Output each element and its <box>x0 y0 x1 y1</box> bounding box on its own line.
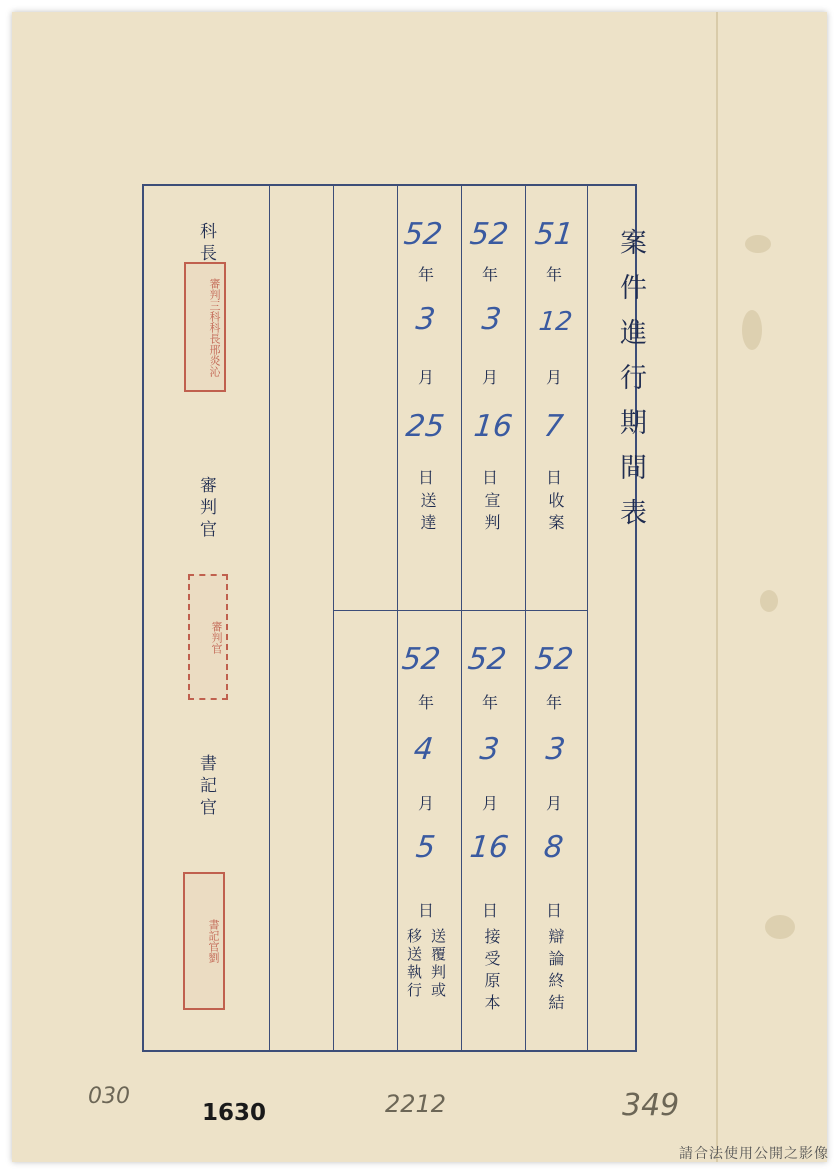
date-day-handwritten: 16 <box>468 830 511 865</box>
date-month-handwritten: 12 <box>537 307 574 337</box>
stain <box>765 915 795 939</box>
column-divider <box>397 186 398 1050</box>
pencil-mark-center: 2212 <box>385 1090 447 1118</box>
year-label: 年 <box>482 265 499 284</box>
paper-fold <box>716 12 718 1162</box>
year-label: 年 <box>418 693 435 712</box>
stamp-number: 1630 <box>202 1100 267 1126</box>
day-label: 日 <box>418 468 435 487</box>
judge-label: 審判官 <box>196 476 216 542</box>
month-label: 月 <box>546 794 563 813</box>
month-label: 月 <box>482 368 499 387</box>
date-month-handwritten: 3 <box>478 732 501 767</box>
column-divider <box>525 186 526 1050</box>
event-label-delivered: 送達 <box>418 492 437 536</box>
day-label: 日 <box>418 901 435 920</box>
year-label: 年 <box>418 265 435 284</box>
day-label: 日 <box>546 468 563 487</box>
judge-seal: 審判官 <box>188 574 228 700</box>
date-month-handwritten: 3 <box>480 302 503 337</box>
year-label: 年 <box>482 693 499 712</box>
date-year-handwritten: 52 <box>402 217 445 252</box>
month-label: 月 <box>418 794 435 813</box>
stain <box>742 310 762 350</box>
date-month-handwritten: 3 <box>414 302 437 337</box>
column-divider <box>461 186 462 1050</box>
date-year-handwritten: 51 <box>533 217 576 252</box>
stain <box>745 235 771 253</box>
date-day-handwritten: 25 <box>404 409 447 444</box>
event-label-original-received: 接受原本 <box>482 928 501 1016</box>
event-label-received: 收案 <box>546 492 565 536</box>
date-day-handwritten: 16 <box>472 409 515 444</box>
section-chief-label: 科長 <box>196 222 216 266</box>
column-divider <box>269 186 270 1050</box>
event-label-review-line1: 送覆判或 <box>429 928 447 1000</box>
clerk-seal: 書記官劉 <box>183 872 225 1010</box>
date-day-handwritten: 8 <box>542 830 565 865</box>
year-label: 年 <box>546 265 563 284</box>
year-label: 年 <box>546 693 563 712</box>
date-year-handwritten: 52 <box>466 642 509 677</box>
event-label-sentenced: 宣判 <box>482 492 501 536</box>
copyright-footer: 請合法使用公開之影像 <box>679 1146 829 1162</box>
pencil-mark-left: 030 <box>88 1084 130 1109</box>
date-day-handwritten: 7 <box>542 409 565 444</box>
date-month-handwritten: 3 <box>544 732 567 767</box>
column-divider <box>587 186 588 1050</box>
section-chief-seal: 審判三科科長邢炎沁 <box>184 262 226 392</box>
month-label: 月 <box>546 368 563 387</box>
day-label: 日 <box>546 901 563 920</box>
date-day-handwritten: 5 <box>414 830 437 865</box>
date-year-handwritten: 52 <box>400 642 443 677</box>
event-label-review-line2: 移送執行 <box>405 928 423 1000</box>
stain <box>760 590 778 612</box>
clerk-label: 書記官 <box>196 754 216 820</box>
month-label: 月 <box>482 794 499 813</box>
date-year-handwritten: 52 <box>468 217 511 252</box>
month-label: 月 <box>418 368 435 387</box>
form-title: 案件進行期間表 <box>615 228 646 543</box>
event-label-debate-concluded: 辯論終結 <box>546 928 565 1016</box>
date-year-handwritten: 52 <box>533 642 576 677</box>
day-label: 日 <box>482 468 499 487</box>
date-month-handwritten: 4 <box>412 732 435 767</box>
day-label: 日 <box>482 901 499 920</box>
pencil-mark-right: 349 <box>622 1088 680 1123</box>
column-divider <box>333 186 334 1050</box>
